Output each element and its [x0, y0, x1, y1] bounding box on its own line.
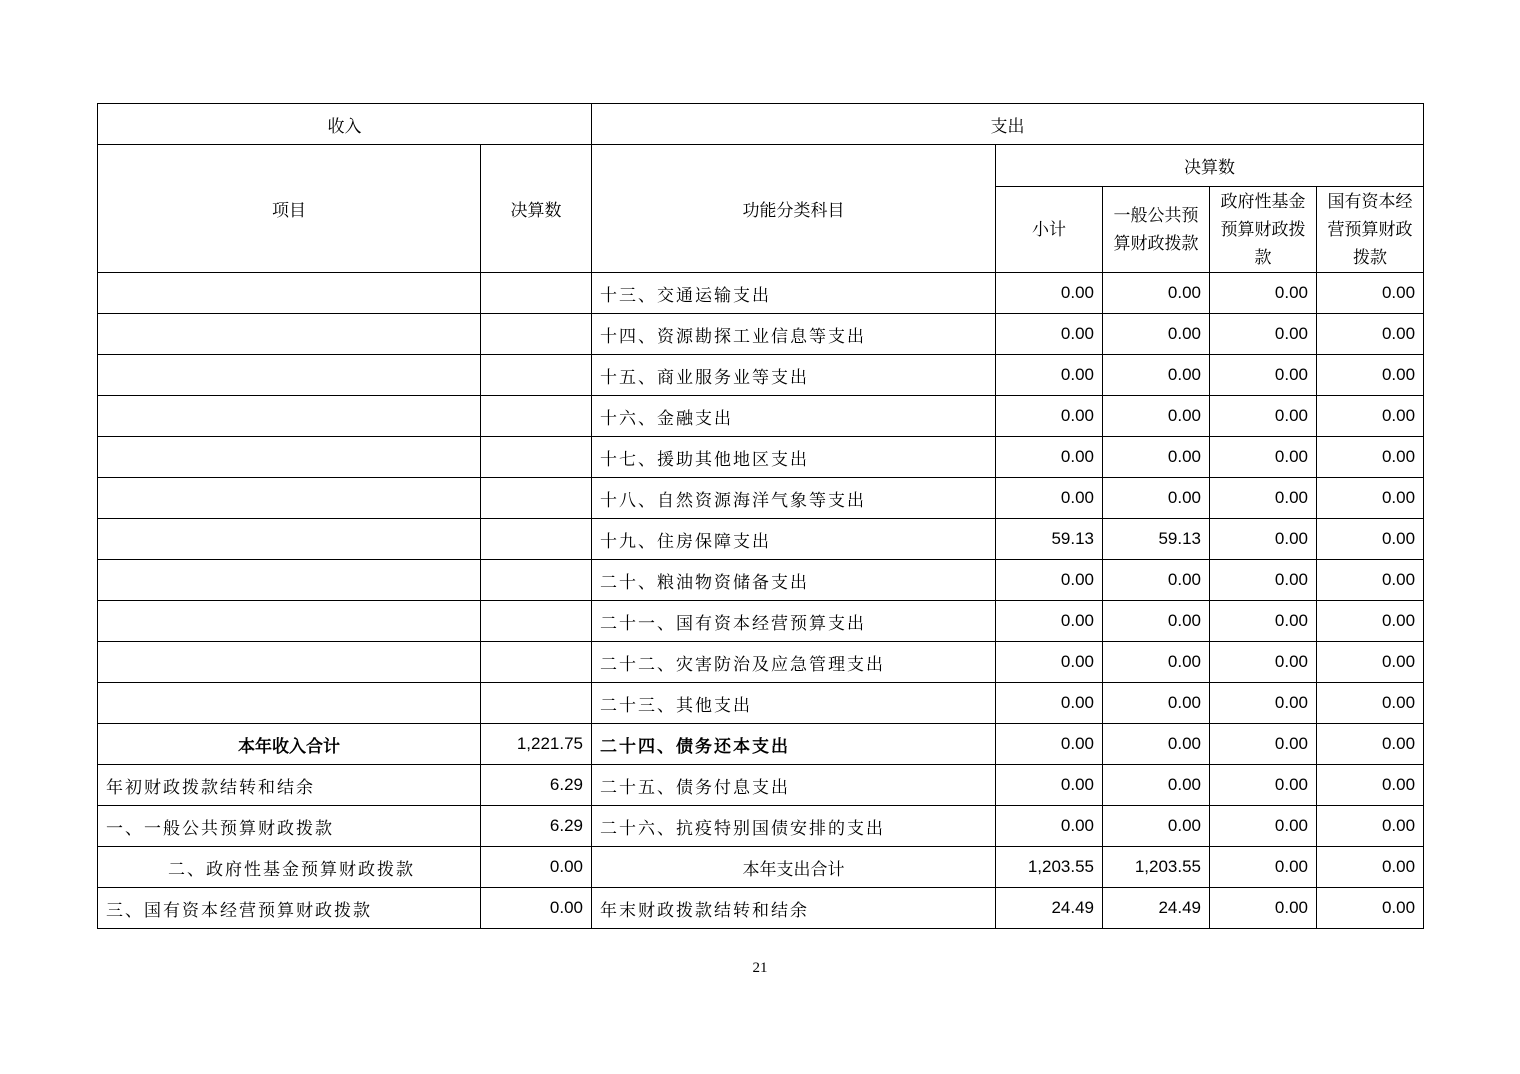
expense-item-cell: 二十二、灾害防治及应急管理支出: [592, 642, 996, 683]
income-amount-cell: [481, 478, 592, 519]
table-row: [98, 519, 1424, 560]
expense-item-cell: 二十四、债务还本支出: [592, 724, 996, 765]
table-row: [98, 437, 1424, 478]
subtotal-cell: 0.00: [996, 355, 1103, 396]
table-body: [98, 273, 1424, 929]
state-capital-cell: 0.00: [1317, 560, 1424, 601]
income-item-cell: [98, 355, 481, 396]
income-item-cell: 三、国有资本经营预算财政拨款: [98, 888, 481, 929]
income-item-cell: 一、一般公共预算财政拨款: [98, 806, 481, 847]
income-item-cell: [98, 683, 481, 724]
table-row: [98, 396, 1424, 437]
table-row: [98, 847, 1424, 888]
state-capital-cell: 0.00: [1317, 724, 1424, 765]
table-row: [98, 560, 1424, 601]
gov-fund-cell: 0.00: [1210, 519, 1317, 560]
subtotal-cell: 0.00: [996, 560, 1103, 601]
subtotal-cell: 1,203.55: [996, 847, 1103, 888]
table-row: [98, 273, 1424, 314]
table-row: [98, 806, 1424, 847]
income-amount-cell: [481, 601, 592, 642]
income-amount-cell: [481, 437, 592, 478]
subtotal-cell: 0.00: [996, 314, 1103, 355]
expense-item-cell: 二十六、抗疫特别国债安排的支出: [592, 806, 996, 847]
general-budget-cell: 0.00: [1103, 806, 1210, 847]
income-amount-cell: 1,221.75: [481, 724, 592, 765]
table-row: [98, 683, 1424, 724]
general-budget-header: 一般公共预算财政拨款: [1103, 187, 1210, 273]
general-budget-cell: 59.13: [1103, 519, 1210, 560]
subtotal-cell: 0.00: [996, 437, 1103, 478]
gov-fund-cell: 0.00: [1210, 273, 1317, 314]
general-budget-cell: 0.00: [1103, 601, 1210, 642]
table-row: [98, 314, 1424, 355]
income-item-cell: 本年收入合计: [98, 724, 481, 765]
income-item-cell: [98, 396, 481, 437]
expense-item-cell: 本年支出合计: [592, 847, 996, 888]
state-capital-cell: 0.00: [1317, 601, 1424, 642]
expense-item-cell: 二十三、其他支出: [592, 683, 996, 724]
subtotal-cell: 0.00: [996, 396, 1103, 437]
income-amount-cell: [481, 314, 592, 355]
state-capital-cell: 0.00: [1317, 355, 1424, 396]
gov-fund-cell: 0.00: [1210, 724, 1317, 765]
gov-fund-cell: 0.00: [1210, 314, 1317, 355]
income-header: 收入: [98, 104, 592, 145]
expense-item-cell: 二十一、国有资本经营预算支出: [592, 601, 996, 642]
budget-table: [97, 103, 1424, 929]
expense-item-cell: 十四、资源勘探工业信息等支出: [592, 314, 996, 355]
general-budget-cell: 0.00: [1103, 437, 1210, 478]
general-budget-cell: 0.00: [1103, 355, 1210, 396]
state-capital-cell: 0.00: [1317, 437, 1424, 478]
state-capital-header: 国有资本经营预算财政拨款: [1317, 187, 1424, 273]
subtotal-cell: 0.00: [996, 724, 1103, 765]
expense-item-cell: 二十、粮油物资储备支出: [592, 560, 996, 601]
expense-item-cell: 十三、交通运输支出: [592, 273, 996, 314]
general-budget-cell: 0.00: [1103, 642, 1210, 683]
general-budget-cell: 0.00: [1103, 683, 1210, 724]
subtotal-cell: 0.00: [996, 806, 1103, 847]
subtotal-cell: 0.00: [996, 273, 1103, 314]
income-amount-cell: [481, 642, 592, 683]
general-budget-cell: 24.49: [1103, 888, 1210, 929]
state-capital-cell: 0.00: [1317, 273, 1424, 314]
income-amount-cell: [481, 355, 592, 396]
income-item-cell: [98, 560, 481, 601]
income-item-cell: [98, 642, 481, 683]
gov-fund-cell: 0.00: [1210, 478, 1317, 519]
general-budget-cell: 0.00: [1103, 560, 1210, 601]
income-amount-cell: 6.29: [481, 765, 592, 806]
gov-fund-cell: 0.00: [1210, 560, 1317, 601]
function-category-header: 功能分类科目: [592, 145, 996, 273]
subtotal-cell: 59.13: [996, 519, 1103, 560]
table-row: [98, 601, 1424, 642]
gov-fund-cell: 0.00: [1210, 683, 1317, 724]
income-amount-cell: [481, 273, 592, 314]
header-row-1: [98, 104, 1424, 145]
general-budget-cell: 0.00: [1103, 765, 1210, 806]
expense-header: 支出: [592, 104, 1424, 145]
subtotal-cell: 24.49: [996, 888, 1103, 929]
table-row: [98, 888, 1424, 929]
item-header: 项目: [98, 145, 481, 273]
table-row: [98, 724, 1424, 765]
general-budget-cell: 0.00: [1103, 724, 1210, 765]
state-capital-cell: 0.00: [1317, 314, 1424, 355]
general-budget-cell: 1,203.55: [1103, 847, 1210, 888]
income-item-cell: [98, 601, 481, 642]
expense-item-cell: 十六、金融支出: [592, 396, 996, 437]
subtotal-cell: 0.00: [996, 765, 1103, 806]
expense-item-cell: 十七、援助其他地区支出: [592, 437, 996, 478]
table-row: [98, 765, 1424, 806]
state-capital-cell: 0.00: [1317, 888, 1424, 929]
expense-item-cell: 十五、商业服务业等支出: [592, 355, 996, 396]
state-capital-cell: 0.00: [1317, 765, 1424, 806]
gov-fund-header: 政府性基金预算财政拨款: [1210, 187, 1317, 273]
subtotal-cell: 0.00: [996, 683, 1103, 724]
income-item-cell: [98, 314, 481, 355]
subtotal-cell: 0.00: [996, 478, 1103, 519]
gov-fund-cell: 0.00: [1210, 601, 1317, 642]
income-item-cell: 年初财政拨款结转和结余: [98, 765, 481, 806]
gov-fund-cell: 0.00: [1210, 888, 1317, 929]
income-item-cell: [98, 437, 481, 478]
general-budget-cell: 0.00: [1103, 396, 1210, 437]
income-amount-cell: [481, 519, 592, 560]
expense-item-cell: 年末财政拨款结转和结余: [592, 888, 996, 929]
page-number: 21: [752, 960, 768, 976]
gov-fund-cell: 0.00: [1210, 765, 1317, 806]
income-item-cell: [98, 273, 481, 314]
final-amount-group-header: 决算数: [996, 145, 1424, 187]
income-item-cell: 二、政府性基金预算财政拨款: [98, 847, 481, 888]
expense-item-cell: 二十五、债务付息支出: [592, 765, 996, 806]
gov-fund-cell: 0.00: [1210, 847, 1317, 888]
state-capital-cell: 0.00: [1317, 478, 1424, 519]
general-budget-cell: 0.00: [1103, 478, 1210, 519]
table-row: [98, 478, 1424, 519]
income-amount-cell: 0.00: [481, 847, 592, 888]
state-capital-cell: 0.00: [1317, 519, 1424, 560]
income-amount-cell: 0.00: [481, 888, 592, 929]
state-capital-cell: 0.00: [1317, 396, 1424, 437]
general-budget-cell: 0.00: [1103, 314, 1210, 355]
income-amount-cell: [481, 396, 592, 437]
final-amount-header: 决算数: [481, 145, 592, 273]
income-item-cell: [98, 478, 481, 519]
subtotal-cell: 0.00: [996, 601, 1103, 642]
general-budget-cell: 0.00: [1103, 273, 1210, 314]
subtotal-cell: 0.00: [996, 642, 1103, 683]
gov-fund-cell: 0.00: [1210, 396, 1317, 437]
gov-fund-cell: 0.00: [1210, 437, 1317, 478]
gov-fund-cell: 0.00: [1210, 806, 1317, 847]
income-amount-cell: [481, 683, 592, 724]
state-capital-cell: 0.00: [1317, 683, 1424, 724]
income-amount-cell: 6.29: [481, 806, 592, 847]
income-amount-cell: [481, 560, 592, 601]
expense-item-cell: 十八、自然资源海洋气象等支出: [592, 478, 996, 519]
gov-fund-cell: 0.00: [1210, 642, 1317, 683]
income-item-cell: [98, 519, 481, 560]
expense-item-cell: 十九、住房保障支出: [592, 519, 996, 560]
header-row-2: [98, 145, 1424, 187]
state-capital-cell: 0.00: [1317, 806, 1424, 847]
gov-fund-cell: 0.00: [1210, 355, 1317, 396]
subtotal-header: 小计: [996, 187, 1103, 273]
state-capital-cell: 0.00: [1317, 642, 1424, 683]
table-row: [98, 642, 1424, 683]
table-row: [98, 355, 1424, 396]
state-capital-cell: 0.00: [1317, 847, 1424, 888]
